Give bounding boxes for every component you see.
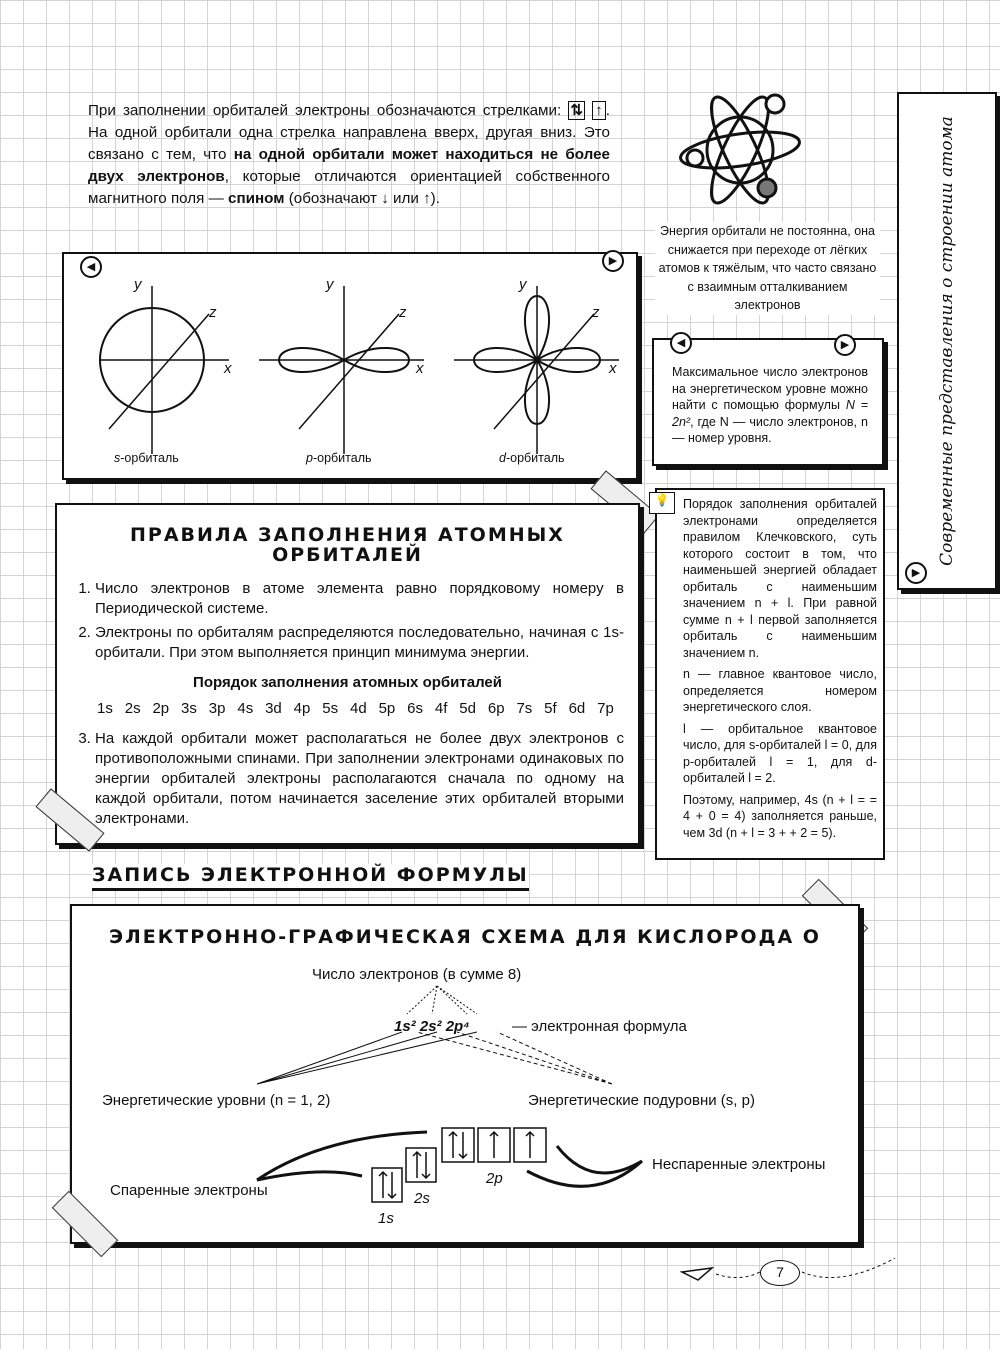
intro-text: . На одной орбитали одна стрелка направлена вверх, другая вниз. Это связано с тем, что xyxy=(88,102,610,163)
unpaired-label: Неспаренные электроны xyxy=(652,1156,826,1173)
order-title: Порядок заполнения атомных орбиталей xyxy=(193,674,502,691)
electron-formula: 1s² 2s² 2p⁴ xyxy=(394,1018,470,1035)
intro-text: При заполнении орбиталей электроны обозначаются стрелками: xyxy=(88,102,562,119)
side-banner xyxy=(897,92,997,590)
prev-icon: ◀ xyxy=(80,256,102,278)
scheme-diagram xyxy=(72,906,862,1246)
paired-label: Спаренные электроны xyxy=(110,1182,268,1199)
axis-y: y xyxy=(326,276,334,293)
energy-note: Энергия орбитали не постоянна, она снижается при переходе от лёгких атомов к тяжёлым, что часто связано с взаимным отталкиванием электронов xyxy=(655,222,880,315)
atom-illustration xyxy=(675,88,805,208)
prev-icon: ◀ xyxy=(670,332,692,354)
next-icon: ▶ xyxy=(602,250,624,272)
rules-title: ПРАВИЛА ЗАПОЛНЕНИЯ АТОМНЫХ ОРБИТАЛЕЙ xyxy=(130,524,565,566)
orbital-order-item: 5f xyxy=(544,700,557,717)
sublevels-label: Энергетические подуровни (s, p) xyxy=(528,1092,755,1109)
rule-item: 3. На каждой орбитали может располагаться не более двух электронов с противоположными спинами. При заполнении электронами одинаковых по энергии орбиталей электроны располагаются сначала по одному на каждой орбитали, потом начинается заселение этих орбиталей вторыми электронами. xyxy=(95,729,624,829)
intro-text: (обозначают ↓ или ↑). xyxy=(284,190,440,207)
orbital-order-item: 1s xyxy=(97,700,113,717)
page-number: 7 xyxy=(760,1260,800,1286)
next-icon: ▶ xyxy=(834,334,856,356)
lightbulb-icon: 💡 xyxy=(649,492,675,514)
orbital-order-item: 4p xyxy=(293,700,311,717)
orbital-order xyxy=(71,699,624,719)
orbital-order-item: 5d xyxy=(459,700,476,717)
orbital-order-item: 4d xyxy=(349,700,367,717)
axis-x: x xyxy=(416,360,424,377)
orbital-order-item: 7s xyxy=(516,700,533,717)
electron-count-label: Число электронов (в сумме 8) xyxy=(312,966,522,983)
arrow-up-icon: ↑ xyxy=(592,101,606,120)
orbital-order-item: 5s xyxy=(322,700,339,717)
orbital-order-item: 2p xyxy=(152,700,170,717)
formula-label: — электронная формула xyxy=(512,1018,687,1035)
orbital-order-item: 5p xyxy=(378,700,396,717)
cell-label-2s: 2s xyxy=(414,1190,430,1207)
axis-z: z xyxy=(209,304,217,321)
orbital-order-item: 4f xyxy=(434,700,448,717)
orbitals-box xyxy=(62,252,638,480)
rule-item: 2. Электроны по орбиталям распределяются последовательно, начиная с 1s-орбитали. При этом выполняется принцип минимума энергии. xyxy=(95,623,624,663)
axis-x: x xyxy=(609,360,617,377)
scheme-box xyxy=(70,904,860,1244)
max-electrons-text: Максимальное число электронов на энергетическом уровне можно найти с помощью формулы xyxy=(672,365,868,412)
intro-bold: спином xyxy=(228,190,285,207)
orbital-order-item: 3p xyxy=(208,700,226,717)
axis-z: z xyxy=(592,304,600,321)
s-orbital-label: s-орбиталь xyxy=(114,451,179,465)
levels-label: Энергетические уровни (n = 1, 2) xyxy=(102,1092,331,1109)
klechkovsky-para: l — орбитальное квантовое число, для s-орбиталей l = 0, для p-орбиталей l = 1, для d-орбиталей l = 2. xyxy=(683,721,877,785)
max-electrons-text: , где N — число электронов, n — номер уровня. xyxy=(672,414,868,445)
orbital-order-item: 6p xyxy=(487,700,505,717)
p-orbital-label: p-орбиталь xyxy=(306,451,372,465)
rules-box xyxy=(55,503,640,845)
axis-x: x xyxy=(224,360,232,377)
orbital-order-item: 6s xyxy=(407,700,423,717)
side-banner-title: Современные представления о строении атома xyxy=(937,116,957,566)
scheme-title: ЭЛЕКТРОННО-ГРАФИЧЕСКАЯ СХЕМА ДЛЯ КИСЛОРОДА О xyxy=(109,926,821,948)
orbital-order-item: 4s xyxy=(237,700,254,717)
klechkovsky-para: Поэтому, например, 4s (n + l = = 4 + 0 = 4) заполняется раньше, чем 3d (n + l = 3 + + 2 = 5). xyxy=(683,792,877,840)
orbital-cells xyxy=(372,1128,546,1202)
orbital-order-item: 2s xyxy=(124,700,141,717)
d-orbital-label: d-орбиталь xyxy=(499,451,565,465)
axis-z: z xyxy=(399,304,407,321)
intro-paragraph xyxy=(88,100,610,210)
klechkovsky-box xyxy=(655,488,885,860)
orbital-order-item: 6d xyxy=(568,700,586,717)
orbital-order-item: 3s xyxy=(181,700,197,717)
klechkovsky-para: Порядок заполнения орбиталей электронами определяется правилом Клечковского, суть которого состоит в том, что наименьшей энергией обладает орбиталь с наименьшим значением n + l. При равной сумме n + l первой заполняется орбиталь с наименьшим значением n. xyxy=(683,497,877,660)
axis-y: y xyxy=(519,276,527,293)
cell-label-2p: 2p xyxy=(486,1170,503,1187)
axis-y: y xyxy=(134,276,142,293)
intro-bold: на одной орбитали может находиться не более двух электронов xyxy=(88,146,611,185)
intro-text: , которые отличаются ориентацией собственного магнитного поля — xyxy=(88,168,610,207)
arrows xyxy=(257,1132,642,1186)
arrow-pair-icon: ⇅ xyxy=(570,102,584,119)
orbital-order-item: 7p xyxy=(597,700,614,717)
formula-heading: ЗАПИСЬ ЭЛЕКТРОННОЙ ФОРМУЛЫ xyxy=(92,864,529,891)
rule-item: 1. Число электронов в атоме элемента равно порядковому номеру в Периодической системе. xyxy=(95,579,624,619)
cell-label-1s: 1s xyxy=(378,1210,394,1227)
next-icon: ▶ xyxy=(905,562,927,584)
orbital-order-item: 3d xyxy=(265,700,282,717)
formula: N = 2n² xyxy=(672,398,868,429)
max-electrons-box xyxy=(652,338,884,466)
klechkovsky-para: n — главное квантовое число, определяется номером энергетического слоя. xyxy=(683,667,877,714)
orbital-diagrams xyxy=(64,254,640,482)
